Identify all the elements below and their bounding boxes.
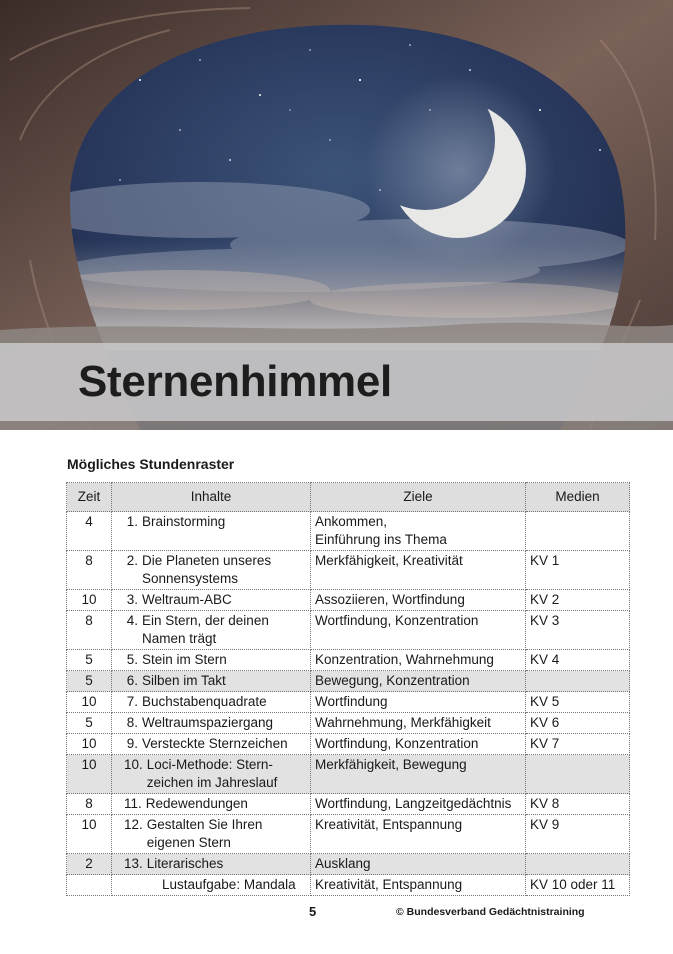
cell-ziele: Wortfindung, Konzentration — [311, 734, 526, 755]
item-number: 8. — [126, 715, 138, 730]
item-number: 7. — [126, 694, 138, 709]
table-row — [67, 671, 630, 692]
table-row — [67, 815, 630, 854]
item-text: Lustaufgabe: Mandala — [162, 877, 296, 892]
item-text: Redewendungen — [145, 796, 248, 811]
item-number: 13. — [124, 856, 143, 871]
item-number: 1. — [126, 514, 138, 529]
cell-zeit — [67, 875, 112, 896]
cell-medien: KV 7 — [526, 734, 630, 755]
cell-zeit: 5 — [67, 650, 112, 671]
cell-zeit: 8 — [67, 794, 112, 815]
cell-ziele: Assoziieren, Wortfindung — [311, 590, 526, 611]
cell-inhalt — [112, 875, 311, 896]
cell-inhalt — [112, 734, 311, 755]
cell-inhalt — [112, 755, 311, 794]
cell-inhalt — [112, 794, 311, 815]
cell-inhalt — [112, 815, 311, 854]
item-number: 5. — [126, 652, 138, 667]
cell-inhalt — [112, 551, 311, 590]
cell-inhalt — [112, 692, 311, 713]
item-text: Gestalten Sie Ihren eigenen Stern — [146, 817, 263, 850]
cell-inhalt — [112, 713, 311, 734]
table-row — [67, 755, 630, 794]
cell-ziele: Wortfindung, Langzeitgedächtnis — [311, 794, 526, 815]
cell-inhalt — [112, 854, 311, 875]
cell-ziele: Bewegung, Konzentration — [311, 671, 526, 692]
cell-ziele: Wortfindung, Konzentration — [311, 611, 526, 650]
table-row — [67, 590, 630, 611]
table-row — [67, 794, 630, 815]
item-text: Weltraumspaziergang — [142, 715, 274, 730]
cell-ziele: Konzentration, Wahrnehmung — [311, 650, 526, 671]
cell-medien: KV 1 — [526, 551, 630, 590]
cell-medien: KV 4 — [526, 650, 630, 671]
item-text: Buchstabenquadrate — [142, 694, 267, 709]
cell-medien: KV 5 — [526, 692, 630, 713]
cell-zeit: 5 — [67, 671, 112, 692]
cell-zeit: 5 — [67, 713, 112, 734]
item-text: Versteckte Sternzeichen — [142, 736, 288, 751]
cell-zeit: 10 — [67, 590, 112, 611]
header-medien: Medien — [526, 483, 630, 512]
cell-ziele: Ausklang — [311, 854, 526, 875]
cell-zeit: 4 — [67, 512, 112, 551]
table-row — [67, 713, 630, 734]
cell-ziele: Kreativität, Entspannung — [311, 815, 526, 854]
table-row — [67, 875, 630, 896]
cell-zeit: 8 — [67, 611, 112, 650]
item-text: Silben im Takt — [142, 673, 226, 688]
table-body — [67, 512, 630, 896]
cell-medien — [526, 671, 630, 692]
item-text: Literarisches — [146, 856, 224, 871]
item-number: 6. — [126, 673, 138, 688]
item-number: 3. — [126, 592, 138, 607]
item-number: 12. — [124, 817, 143, 832]
section-heading: Mögliches Stundenraster — [67, 456, 235, 472]
cell-medien — [526, 854, 630, 875]
cell-ziele: Wortfindung — [311, 692, 526, 713]
item-text: Stein im Stern — [142, 652, 227, 667]
item-number: 2. — [126, 553, 138, 568]
cell-medien: KV 2 — [526, 590, 630, 611]
cell-medien: KV 9 — [526, 815, 630, 854]
cell-ziele: Merkfähigkeit, Bewegung — [311, 755, 526, 794]
item-text: Loci-Methode: Stern-zeichen im Jahreslauf — [146, 757, 278, 790]
item-number: 9. — [126, 736, 138, 751]
cell-inhalt — [112, 611, 311, 650]
cell-zeit: 10 — [67, 692, 112, 713]
copyright-notice: © Bundesverband Gedächtnistraining — [396, 906, 585, 918]
cell-ziele: Wahrnehmung, Merkfähigkeit — [311, 713, 526, 734]
item-text: Die Planeten unseres Sonnensystems — [142, 553, 272, 586]
table-header-row — [67, 483, 630, 512]
cell-inhalt — [112, 512, 311, 551]
item-number: 4. — [126, 613, 138, 628]
page-title: Sternenhimmel — [78, 357, 392, 406]
table-row — [67, 551, 630, 590]
cell-inhalt — [112, 590, 311, 611]
schedule-table — [66, 482, 630, 896]
cell-ziele: Kreativität, Entspannung — [311, 875, 526, 896]
cell-medien — [526, 755, 630, 794]
cell-medien: KV 10 oder 11 — [526, 875, 630, 896]
cell-ziele: Ankommen, Einführung ins Thema — [311, 512, 526, 551]
item-text: Ein Stern, der deinen Namen trägt — [142, 613, 269, 646]
cell-zeit: 2 — [67, 854, 112, 875]
cell-medien: KV 3 — [526, 611, 630, 650]
header-zeit: Zeit — [67, 483, 112, 512]
cell-inhalt — [112, 650, 311, 671]
header-inhalte: Inhalte — [112, 483, 311, 512]
header-ziele: Ziele — [311, 483, 526, 512]
cell-zeit: 10 — [67, 734, 112, 755]
cell-ziele: Merkfähigkeit, Kreativität — [311, 551, 526, 590]
table-row — [67, 512, 630, 551]
table-row — [67, 734, 630, 755]
cell-medien: KV 6 — [526, 713, 630, 734]
table-row — [67, 650, 630, 671]
item-text: Weltraum-ABC — [142, 592, 232, 607]
table-row — [67, 611, 630, 650]
cell-medien: KV 8 — [526, 794, 630, 815]
item-number: 11. — [124, 796, 142, 811]
cell-zeit: 8 — [67, 551, 112, 590]
page-number: 5 — [309, 904, 317, 919]
table-row — [67, 692, 630, 713]
cell-medien — [526, 512, 630, 551]
cell-inhalt — [112, 671, 311, 692]
table-row — [67, 854, 630, 875]
item-text: Brainstorming — [142, 514, 226, 529]
cell-zeit: 10 — [67, 815, 112, 854]
cell-zeit: 10 — [67, 755, 112, 794]
item-number: 10. — [124, 757, 143, 772]
